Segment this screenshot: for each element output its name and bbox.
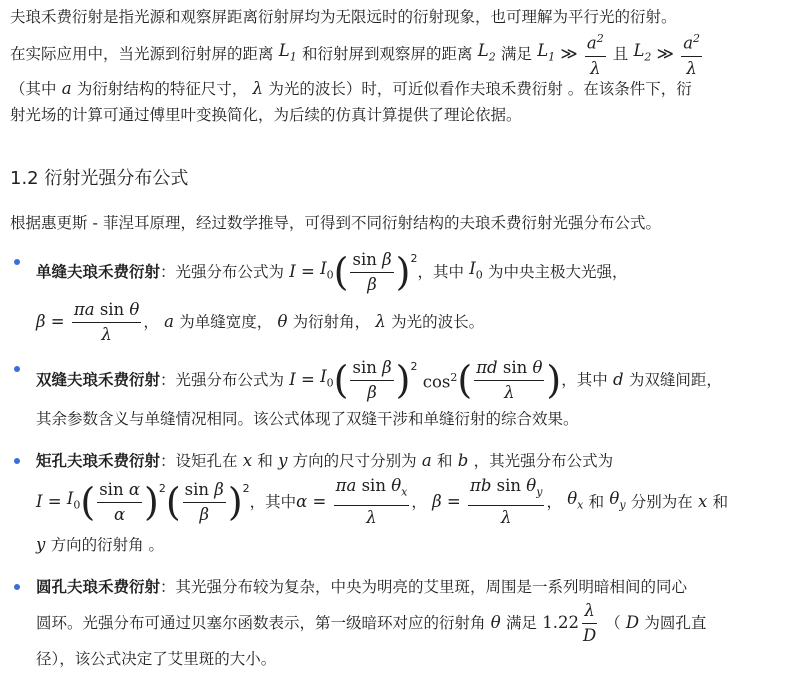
double-slit-line-1: 双缝夫琅禾费衍射 ：光强分布公式为 I = $I_0$ ( $\frac{\text{sin β}}{\beta}$ ) $^2$ $\cos^2$ ( $\frac{\text{πd sin θ}}{\lambda}$ ) ，其中 d 为双缝间距， [36, 357, 722, 402]
circ-aperture-line-1: 圆孔夫琅禾费衍射：其光强分布较为复杂，中央为明亮的艾里斑，周围是一系列明暗相间的同心 [36, 578, 688, 596]
intro-line-3: （其中 a 为衍射结构的特征尺寸， λ 为光的波长）时，可近似看作夫琅禾费衍射 。在该条件下，衍 [10, 79, 692, 98]
circ-aperture-line-3: 径），该公式决定了艾里斑的大小。 [36, 650, 277, 668]
bullet-dot [14, 259, 20, 265]
intro-line-1: 夫琅禾费衍射是指光源和观察屏距离衍射屏均为无限远时的衍射现象，也可理解为平行光的衍射。 [10, 8, 677, 26]
section-lead: 根据惠更斯 - 菲涅耳原理，经过数学推导，可得到不同衍射结构的夫琅禾费衍射光强分布公式。 [10, 214, 661, 232]
circ-aperture-line-2: 圆环。光强分布可通过贝塞尔函数表示，第一级暗环对应的衍射角 θ 满足 1.22 $\frac{\lambda}{D}$ （ D 为圆孔直 [36, 600, 707, 645]
single-slit-line-1: 单缝夫琅禾费衍射 ：光强分布公式为 I = $I_0$ ( $\frac{\text{sin β}}{\beta}$ ) $^2$ ，其中 $I_0$ 为中央主极大光强， [36, 249, 628, 294]
bullet-dot [14, 584, 20, 590]
intro-line-2: 在实际应用中，当光源到衍射屏的距离 $L_1$ 和衍射屏到观察屏的距离 $L_2$ 满足 $L_1$ ≫ $\frac{a^2}{\lambda}$ 且 $L_2$ ≫ $\frac{a^2}{\lambda}$ [10, 30, 704, 78]
intro-line-4: 射光场的计算可通过傅里叶变换简化，为后续的仿真计算提供了理论依据。 [10, 106, 522, 124]
bullet-dot [14, 366, 20, 372]
section-heading: 1.2 衍射光强分布公式 [10, 168, 189, 189]
rect-aperture-line-3: y 方向的衍射角 。 [36, 535, 165, 554]
rect-aperture-line-2: I = $I_0$ ( $\frac{\text{sin α}}{\alpha}$ ) $^2$ ( $\frac{\text{sin β}}{\beta}$ ) $^2$ ，其中 α = $\frac{\pi a \sin \theta_x}{\lambda}$ ， β = $\frac{\pi b \sin \theta_y}{\lambda}$ ， $\theta_x$ 和 $\theta_y$ 分别为在 x 和 [36, 476, 729, 527]
double-slit-line-2: 其余参数含义与单缝情况相同。该公式体现了双缝干涉和单缝衍射的综合效果。 [36, 410, 579, 428]
rect-aperture-line-1: 矩孔夫琅禾费衍射：设矩孔在 x 和 y 方向的尺寸分别为 a 和 b ，其光强分布公式为 [36, 451, 614, 470]
single-slit-line-2: β = $\frac{\text{πa sin θ}}{\lambda}$ ， a 为单缝宽度， θ 为衍射角， λ 为光的波长。 [36, 299, 485, 344]
bullet-dot [14, 458, 20, 464]
